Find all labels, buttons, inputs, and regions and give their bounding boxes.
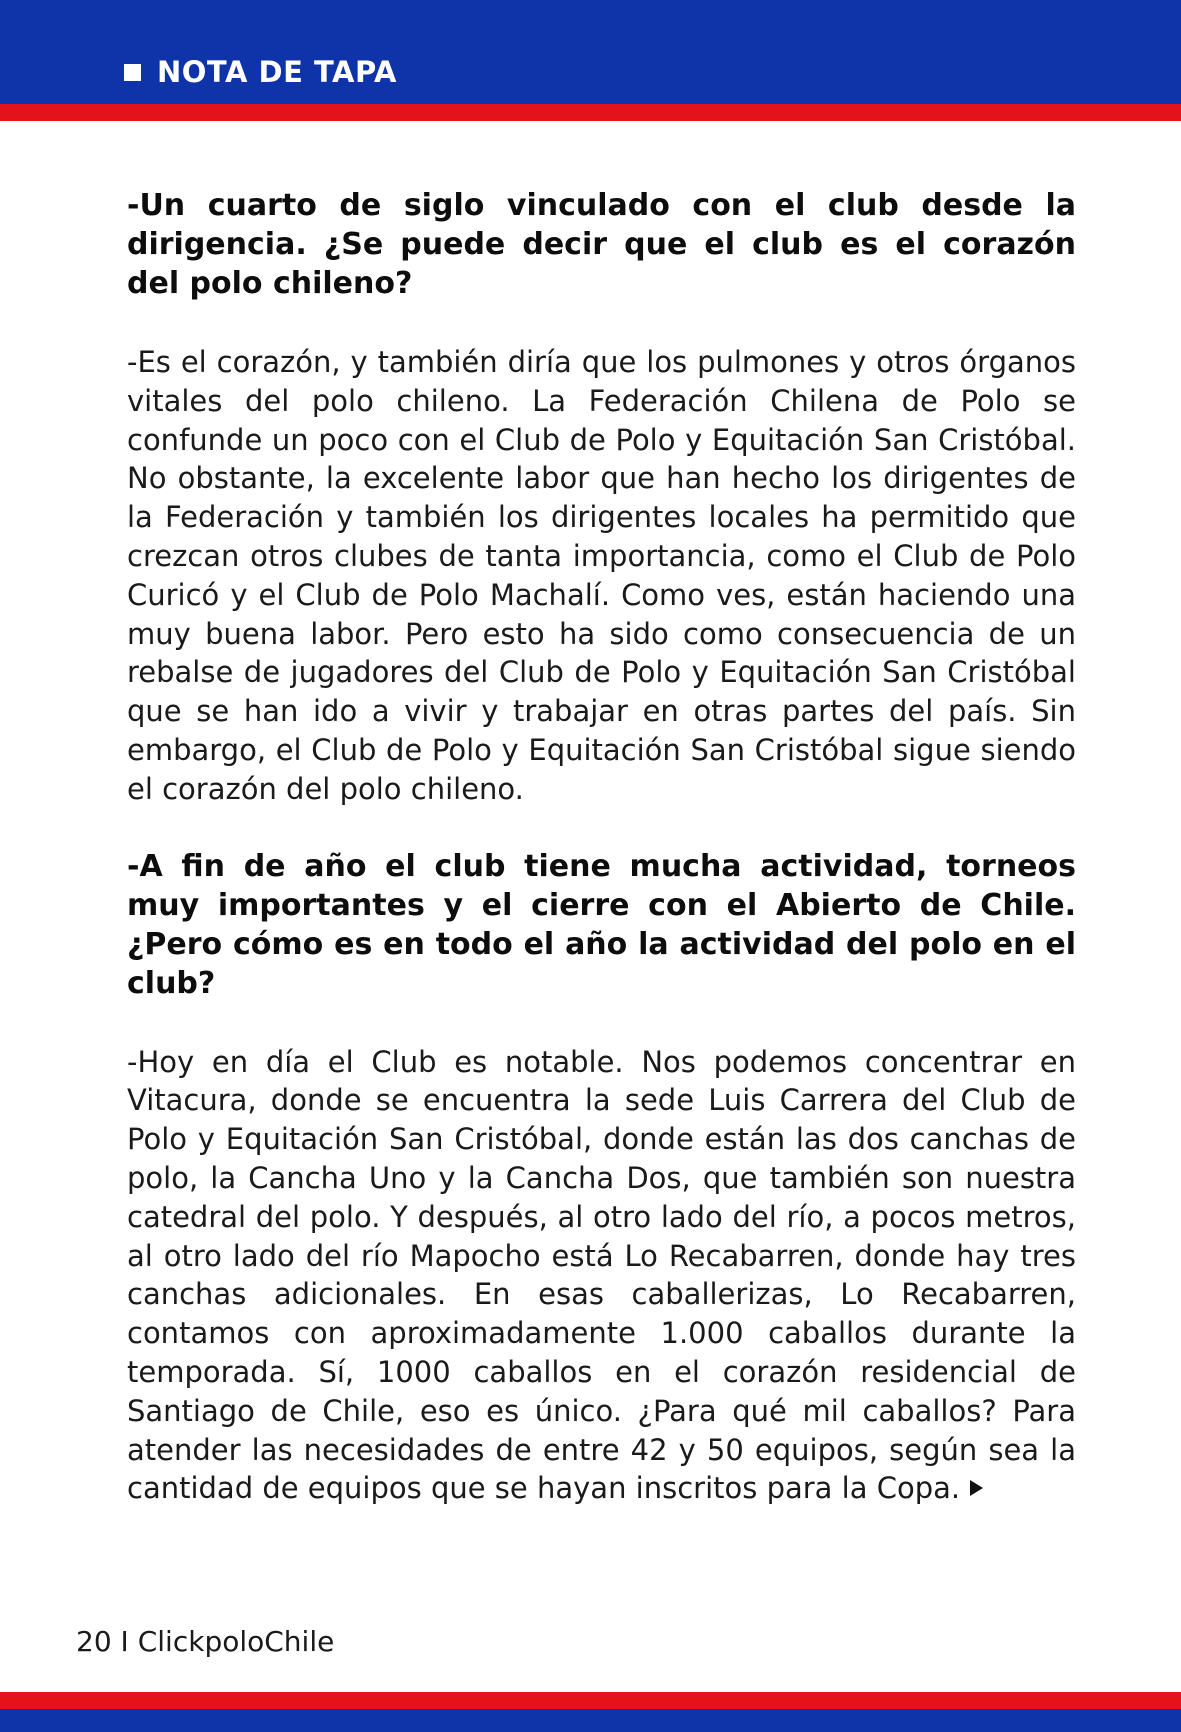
section-label	[124, 50, 397, 94]
footer-separator: I	[120, 1625, 129, 1658]
footer-bar	[0, 1709, 1181, 1732]
page-footer	[76, 1625, 334, 1658]
question-2: -A fin de año el club tiene mucha actividad, torneos muy importantes y el cierre con el Abierto de Chile. ¿Pero cómo es en todo el año la actividad del polo en el club?	[127, 848, 1076, 1001]
publication-name: ClickpoloChile	[137, 1625, 335, 1658]
section-label-text: NOTA DE TAPA	[157, 55, 397, 89]
footer-stripe	[0, 1692, 1181, 1709]
page-number: 20	[76, 1625, 112, 1658]
answer-2	[127, 1043, 1076, 1509]
header-stripe	[0, 104, 1181, 121]
end-of-article-icon	[970, 1480, 983, 1496]
answer-2-text: -Hoy en día el Club es notable. Nos podemos concentrar en Vitacura, donde se encuentra la sede Luis Carrera del Club de Polo y Equitación San Cristóbal, donde están las dos canchas de polo, la Cancha Uno y la Cancha Dos, que también son nuestra catedral del polo. Y después, al otro lado del río, a pocos metros, al otro lado del río Mapocho está Lo Recabarren, donde hay tres canchas adicionales. En esas caballerizas, Lo Recabarren, contamos con aproximadamente 1.000 caballos durante la temporada. Sí, 1000 caballos en el corazón residencial de Santiago de Chile, eso es único. ¿Para qué mil caballos? Para atender las necesidades de entre 42 y 50 equipos, según sea la cantidad de equipos que se hayan inscritos para la Copa.	[127, 1044, 1076, 1506]
square-bullet-icon	[124, 64, 141, 81]
answer-1: -Es el corazón, y también diría que los pulmones y otros órganos vitales del polo chileno. La Federación Chilena de Polo se confunde un poco con el Club de Polo y Equitación San Cristóbal. No obstante, la excelente labor que han hecho los dirigentes de la Federación y también los dirigentes locales ha permitido que crezcan otros clubes de tanta importancia, como el Club de Polo Curicó y el Club de Polo Machalí. Como ves, están haciendo una muy buena labor. Pero esto ha sido como consecuencia de un rebalse de jugadores del Club de Polo y Equitación San Cristóbal que se han ido a vivir y trabajar en otras partes del país. Sin embargo, el Club de Polo y Equitación San Cristóbal sigue siendo el corazón del polo chileno.	[127, 345, 1076, 806]
question-1: -Un cuarto de siglo vinculado con el club desde la dirigencia. ¿Se puede decir que el club es el corazón del polo chileno?	[127, 188, 1076, 301]
article-body	[127, 186, 1076, 1508]
